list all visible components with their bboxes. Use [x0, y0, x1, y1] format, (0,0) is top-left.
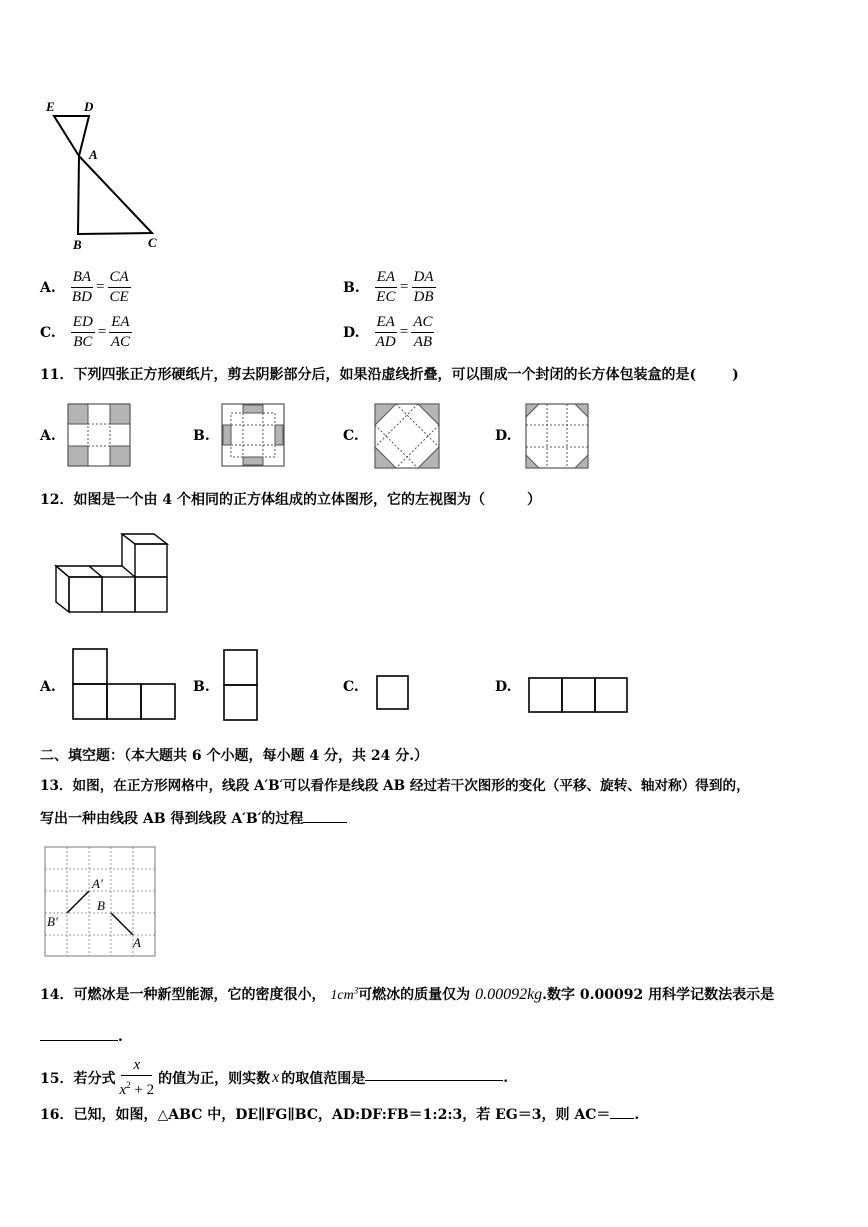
label-a: A — [133, 935, 141, 950]
shaded-corner — [68, 446, 88, 466]
label-e: E — [46, 99, 55, 114]
q11-close-paren: ) — [732, 367, 739, 383]
q12-figure-d — [527, 676, 629, 714]
segment-ab — [111, 913, 133, 935]
equals-sign: = — [399, 324, 409, 340]
unit-exponent: 3 — [353, 985, 359, 996]
label-b-prime: B′ — [47, 914, 58, 929]
equals-sign: = — [96, 279, 105, 295]
numerator: EA — [109, 313, 131, 333]
shaded-tab — [243, 405, 263, 413]
q11-option-d[interactable]: D. — [495, 428, 512, 444]
q15-text — [40, 1056, 508, 1100]
answer-blank[interactable] — [610, 1104, 634, 1119]
q10-option-c[interactable] — [40, 313, 132, 352]
denominator-var: x — [119, 1082, 127, 1098]
label-a: A — [89, 147, 98, 162]
numerator-var: x — [133, 1057, 141, 1073]
q12-option-d[interactable]: D. — [495, 679, 512, 695]
q13-grid-figure — [44, 846, 158, 958]
q13-line2 — [40, 808, 347, 828]
variable-x: x — [272, 1069, 280, 1086]
shaded-tab — [243, 457, 263, 465]
q12-stem: 12．如图是一个由 4 个相同的正方体组成的立体图形，它的左视图为（ — [40, 492, 485, 508]
q12-figure-b — [222, 648, 260, 722]
q16-text — [40, 1104, 639, 1124]
q12-option-b[interactable]: B. — [193, 679, 210, 695]
option-letter: D. — [343, 324, 360, 341]
fraction — [71, 268, 93, 307]
option-letter: C. — [40, 324, 56, 341]
q14-part1: 14．可燃冰是一种新型能源，它的密度很小， — [40, 987, 326, 1003]
q11-figure-b — [221, 403, 285, 467]
shaded-triangle — [575, 455, 588, 468]
shaded-triangle — [418, 447, 439, 468]
q14-part2: 可燃冰的质量仅为 — [358, 987, 471, 1003]
denominator: BD — [71, 289, 92, 305]
denominator — [119, 1076, 154, 1100]
triangle-abc — [78, 156, 152, 234]
q11-figure-d — [525, 403, 589, 469]
numerator: CA — [108, 268, 131, 288]
label-b: B — [97, 898, 105, 913]
unit — [330, 985, 359, 1003]
q12-figure-c — [375, 674, 411, 712]
q12-option-c[interactable]: C. — [343, 679, 359, 695]
fraction — [108, 268, 131, 307]
q11-option-b[interactable]: B. — [193, 428, 210, 444]
label-c: C — [148, 235, 157, 250]
shaded-tab — [223, 425, 231, 445]
numerator: EA — [375, 268, 397, 288]
unit-base: 1cm — [330, 988, 354, 1003]
numerator — [121, 1056, 152, 1076]
answer-blank[interactable] — [303, 808, 347, 823]
q16-stem: 16．已知，如图，△ABC 中，DE∥FG∥BC，AD:DF:FB＝1:2:3，若 EG＝3，则 AC＝ — [40, 1107, 611, 1123]
segment-a1b1 — [67, 891, 89, 913]
period: . — [118, 1029, 123, 1045]
label-b: B — [73, 237, 82, 252]
fraction — [71, 313, 95, 352]
label-d: D — [84, 99, 94, 114]
denominator: AD — [375, 334, 396, 350]
period: . — [634, 1107, 640, 1123]
fraction — [412, 268, 436, 307]
q11-option-c[interactable]: C. — [343, 428, 359, 444]
fraction — [109, 313, 131, 352]
shaded-tab — [275, 425, 283, 445]
q12-close-paren: ） — [526, 492, 541, 508]
q11-stem: 11．下列四张正方形硬纸片，剪去阴影部分后，如果沿虚线折叠，可以围成一个封闭的长方体包装盒的是( — [40, 367, 697, 383]
period: . — [503, 1070, 509, 1086]
fraction — [375, 313, 397, 352]
shaded-triangle — [375, 447, 396, 468]
q15-part1: 15．若分式 — [40, 1071, 116, 1087]
q12-figure-a — [71, 647, 177, 722]
triangle-ead — [54, 116, 89, 156]
exponent: 2 — [126, 1080, 131, 1090]
q12-option-a[interactable]: A. — [40, 679, 56, 695]
q14-text — [40, 984, 774, 1004]
answer-blank[interactable] — [40, 1026, 118, 1041]
denominator: EC — [376, 289, 396, 305]
q10-option-b[interactable] — [343, 268, 436, 307]
denominator-tail: + 2 — [130, 1082, 155, 1098]
q11-text — [40, 364, 739, 384]
q15-part3: 的取值范围是 — [281, 1071, 366, 1087]
option-letter: A. — [40, 279, 56, 296]
shaded-corner — [68, 404, 88, 424]
numerator: EA — [375, 313, 397, 333]
option-letter: B. — [343, 279, 360, 296]
q11-figure-c — [374, 403, 440, 469]
denominator: DB — [413, 289, 434, 305]
shaded-triangle — [375, 404, 396, 425]
q10-option-d[interactable] — [343, 313, 434, 352]
cube-solid-figure — [52, 530, 170, 616]
answer-blank[interactable] — [365, 1066, 503, 1081]
q14-part3: .数字 0.00092 用科学记数法表示是 — [542, 987, 775, 1003]
q12-text — [40, 489, 541, 509]
q11-option-a[interactable]: A. — [40, 428, 56, 444]
q15-part2: 的值为正，则实数 — [158, 1071, 271, 1087]
equals-sign: = — [97, 324, 107, 340]
q13-line1: 13．如图，在正方形网格中，线段 A′B′可以看作是线段 AB 经过若干次图形的变化（平移、旋转、轴对称）得到的， — [40, 778, 750, 794]
section-heading: 二、填空题：（本大题共 6 个小题，每小题 4 分，共 24 分.） — [40, 748, 429, 764]
shaded-triangle — [575, 404, 588, 417]
denominator: AC — [110, 334, 130, 350]
q11-figure-a — [67, 403, 131, 467]
equals-sign: = — [400, 279, 409, 295]
denominator: CE — [109, 289, 129, 305]
numerator: DA — [412, 268, 436, 288]
q10-option-a[interactable] — [40, 268, 131, 307]
triangle-figure — [40, 95, 170, 255]
q15-fraction — [119, 1056, 154, 1100]
denominator: BC — [73, 334, 93, 350]
shaded-triangle — [526, 455, 539, 468]
shaded-corner — [110, 404, 130, 424]
mass-value: 0.00092kg — [475, 986, 543, 1003]
q13-stem: 写出一种由线段 AB 得到线段 A′B′的过程 — [40, 811, 304, 827]
fraction — [411, 313, 434, 352]
q14-answer-line — [40, 1026, 123, 1045]
shaded-triangle — [418, 404, 439, 425]
numerator: AC — [411, 313, 434, 333]
numerator: ED — [71, 313, 95, 333]
fraction — [375, 268, 397, 307]
denominator: AB — [413, 334, 433, 350]
label-a-prime: A′ — [92, 876, 103, 891]
numerator: BA — [71, 268, 93, 288]
shaded-corner — [110, 446, 130, 466]
